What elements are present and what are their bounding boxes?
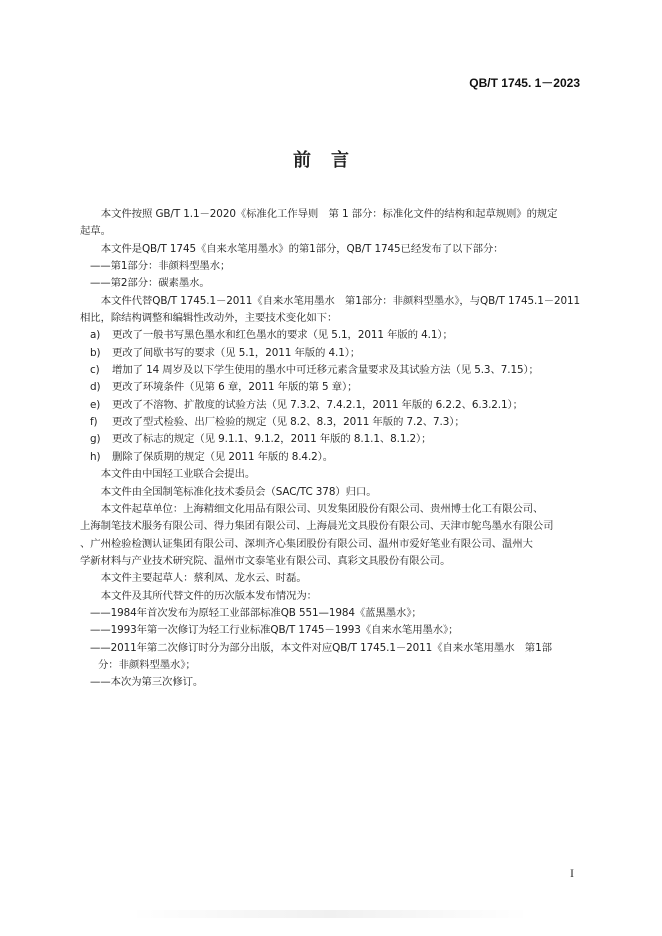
page-number: I: [570, 866, 574, 880]
change-item: [80, 431, 590, 448]
history-item: ——2011年第二次修订时分为部分出版，本文件对应QB/T 1745.1－2011《自来水笔用墨水 第1部: [90, 641, 552, 654]
centralized-by: 本文件由全国制笔标准化技术委员会（SAC/TC 378）归口。: [100, 485, 377, 498]
change-item: [80, 345, 590, 362]
change-item: [80, 379, 590, 396]
proposed-by: 本文件由中国轻工业联合会提出。: [100, 468, 256, 481]
change-marker: h): [90, 450, 101, 463]
drafting-units-cont: 上海制笔技术服务有限公司、得力集团有限公司、上海晨光文具股份有限公司、天津市鸵鸟墨水有限公司: [80, 520, 554, 533]
history-item: ——本次为第三次修订。: [90, 676, 204, 689]
change-text: 更改了不溶物、扩散度的试验方法（见 7.3.2、7.4.2.1，2011 年版的 6.2.2、6.3.2.1）；: [112, 398, 523, 411]
footer-scan-band: [130, 910, 530, 918]
change-item: [80, 362, 590, 379]
replace-paragraph-cont: 相比，除结构调整和编辑性改动外，主要技术变化如下：: [80, 312, 338, 325]
change-text: 删除了保质期的规定（见 2011 年版的 8.4.2）。: [112, 450, 334, 463]
change-marker: f): [90, 416, 98, 429]
drafting-units: 本文件起草单位：上海精细文化用品有限公司、贝发集团股份有限公司、贵州博士化工有限公司、: [100, 502, 544, 515]
change-marker: g): [90, 433, 101, 446]
replace-paragraph: 本文件代替QB/T 1745.1－2011《自来水笔用墨水 第1部分：非颜料型墨水》，与QB/T 1745.1－2011: [100, 294, 581, 307]
change-text: 更改了标志的规定（见 9.1.1、9.1.2，2011 年版的 8.1.1、8.1.2）；: [112, 433, 432, 446]
drafting-units-cont: 、广州检验检测认证集团有限公司、深圳齐心集团股份有限公司、温州市爱好笔业有限公司、温州大: [80, 537, 533, 550]
intro-paragraph-cont: 起草。: [80, 225, 111, 238]
history-intro: 本文件及其所代替文件的历次版本发布情况为：: [100, 589, 317, 602]
part-item: ——第1部分：非颜料型墨水；: [90, 260, 231, 273]
change-marker: d): [90, 381, 101, 394]
main-drafters: 本文件主要起草人：蔡利凤、龙水云、时磊。: [100, 572, 307, 585]
drafting-units-cont: 学新材料与产业技术研究院、温州市文泰笔业有限公司、真彩文具股份有限公司。: [80, 554, 451, 567]
page-title: 前言: [293, 150, 369, 171]
intro-paragraph: 本文件按照 GB/T 1.1－2020《标准化工作导则 第 1 部分：标准化文件的结构和起草规则》的规定: [100, 208, 558, 220]
change-marker: b): [90, 346, 101, 359]
change-item: [80, 397, 590, 414]
change-text: 增加了 14 周岁及以下学生使用的墨水中可迁移元素含量要求及其试验方法（见 5.3、7.15）；: [112, 364, 539, 377]
part-item: ——第2部分：碳素墨水。: [90, 277, 210, 290]
change-item: [80, 414, 590, 431]
change-marker: c): [90, 364, 100, 377]
history-item: ——1984年首次发布为原轻工业部部标准QB 551—1984《蓝黑墨水》；: [90, 606, 422, 619]
change-item: [80, 449, 590, 466]
standard-code: QB/T 1745. 1－2023: [469, 76, 580, 90]
history-item: ——1993年第一次修订为轻工行业标准QB/T 1745－1993《自来水笔用墨水》；: [90, 624, 459, 637]
history-item-cont: 分：非颜料型墨水》；: [98, 658, 196, 671]
change-item: [80, 327, 590, 344]
change-text: 更改了一般书写黑色墨水和红色墨水的要求（见 5.1，2011 年版的 4.1）；: [112, 329, 453, 342]
change-marker: a): [90, 329, 101, 342]
change-text: 更改了间歇书写的要求（见 5.1，2011 年版的 4.1）；: [112, 346, 361, 359]
parts-intro: 本文件是QB/T 1745《自来水笔用墨水》的第1部分，QB/T 1745已经发布了以下部分：: [100, 242, 504, 255]
change-text: 更改了型式检验、出厂检验的规定（见 8.2、8.3，2011 年版的 7.2、7.3）；: [112, 416, 465, 429]
change-text: 更改了环境条件（见第 6 章，2011 年版的第 5 章）；: [112, 381, 358, 394]
change-marker: e): [90, 398, 101, 411]
foreword-body: [80, 206, 590, 692]
